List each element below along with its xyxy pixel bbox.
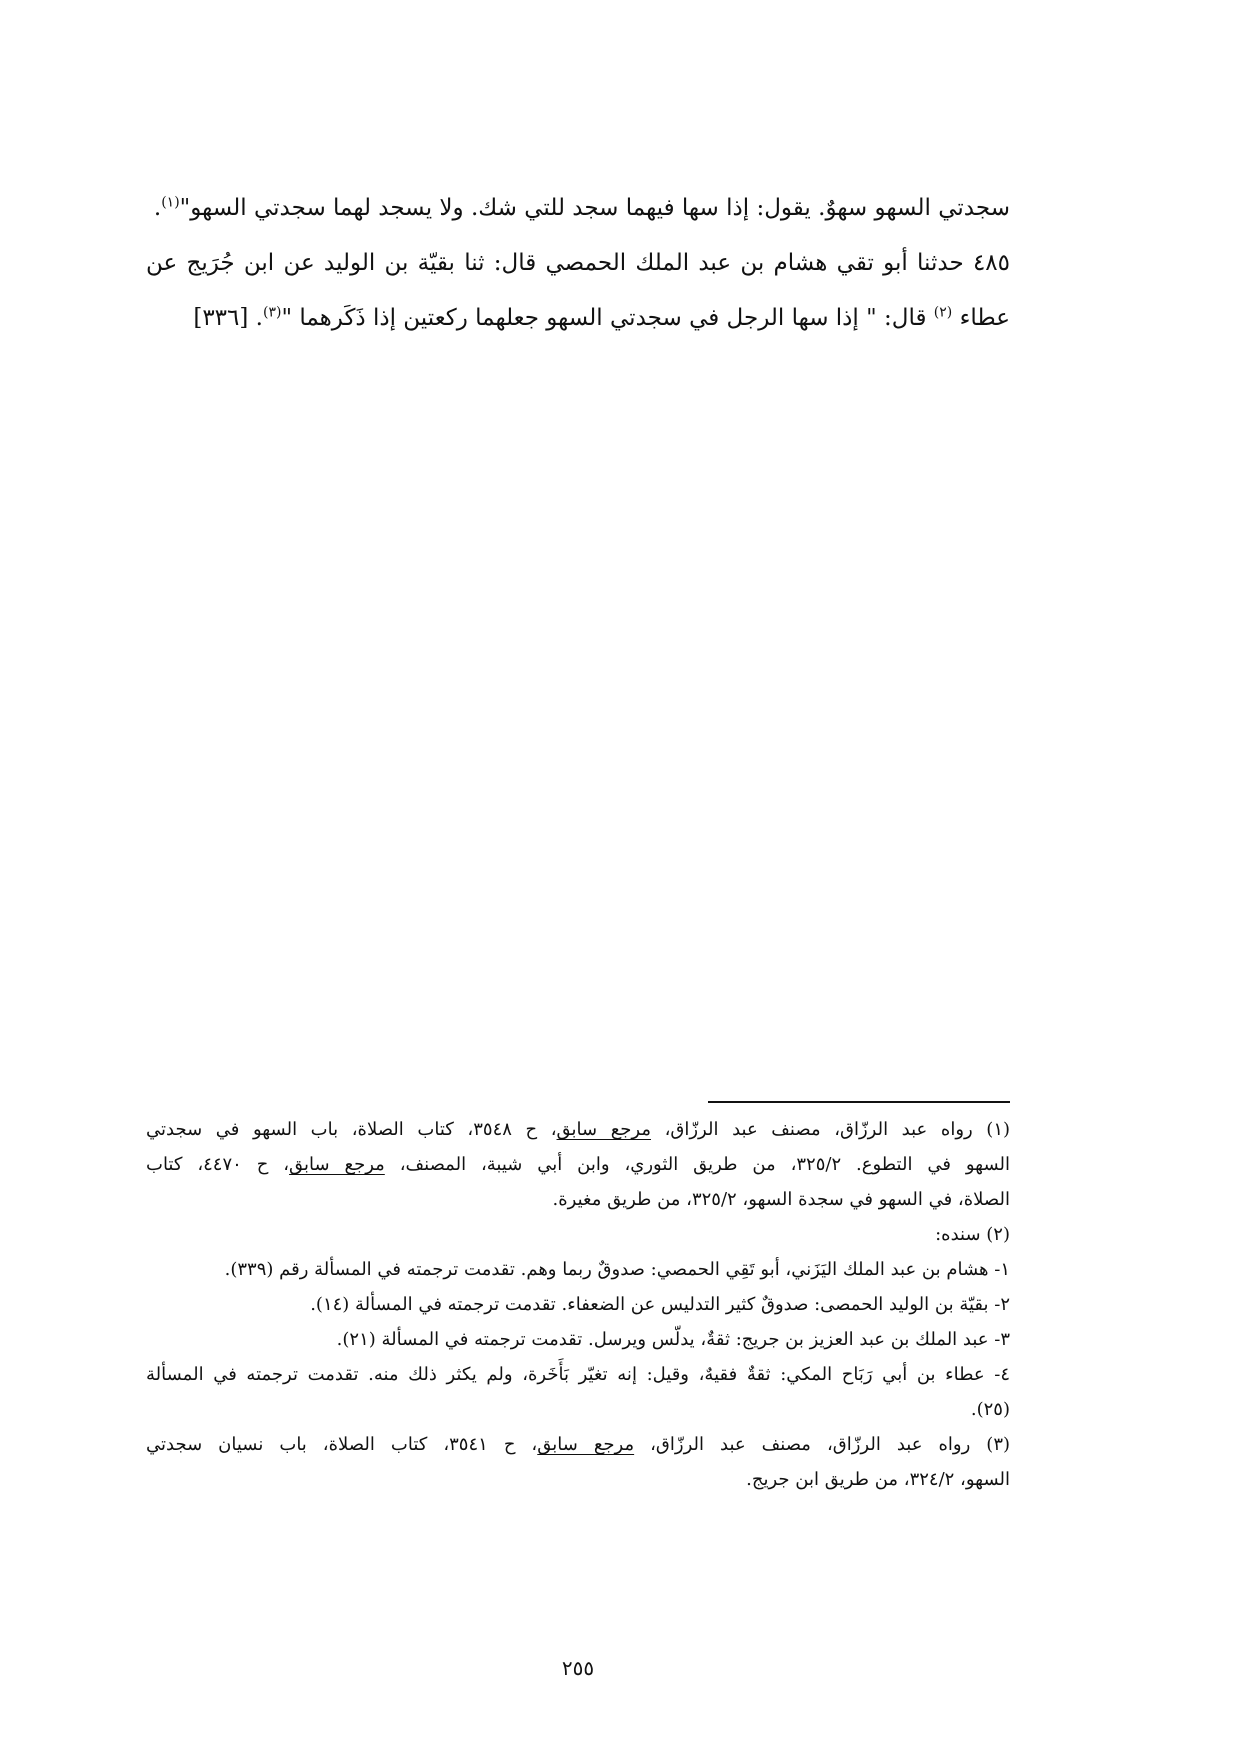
footnote-separator [708, 1101, 1010, 1103]
footnote-1-line-3: الصلاة، في السهو في سجدة السهو، ٣٢٥/٢، من طريق مغيرة. [552, 1189, 1010, 1210]
footnote-2-item-2: ٢- بقيّة بن الوليد الحمصى: صدوقٌ كثير التدليس عن الضعفاء. تقدمت ترجمته في المسألة (١٤). [310, 1294, 1010, 1315]
footnote-marker-3[interactable]: (٣) [262, 304, 282, 321]
body-line-3 [146, 296, 1010, 351]
document-page [146, 0, 1010, 1754]
footnote-marker-1[interactable]: (١) [161, 194, 180, 211]
body-line-1 [146, 186, 1010, 241]
body-line-3-part1: عطاء [952, 305, 1010, 331]
footnote-1-line-2 [146, 1150, 1010, 1185]
footnote-3-reference-link: مرجع سابق [537, 1434, 635, 1455]
footnote-2-item-1: ١- هشام بن عبد الملك اليَزَني، أبو تَقِي الحمصي: صدوقٌ ربما وهم. تقدمت ترجمته في المسألة رقم (٣٣٩). [224, 1259, 1010, 1280]
footnote-1-reference-link-2: مرجع سابق [289, 1154, 385, 1175]
main-text [146, 186, 1010, 351]
body-line-2 [146, 241, 1010, 296]
footnote-1-line-1-post: ، ح ٣٥٤٨، كتاب الصلاة، باب السهو في سجدتي [146, 1119, 557, 1140]
footnote-1-line-2-pre: السهو في التطوع. ٣٢٥/٢، من طريق الثوري، وابن أبي شيبة، المصنف، [384, 1154, 1011, 1175]
footnote-3-line-1 [146, 1430, 1010, 1465]
body-line-3-part2: قال: " إذا سها الرجل في سجدتي السهو جعلهما ركعتين إذا ذَكَرهما " [281, 305, 934, 331]
body-line-1-tail: . [153, 195, 162, 221]
footnote-2-heading: (٢) سنده: [935, 1224, 1010, 1245]
body-line-1-text: سجدتي السهو سهوٌ. يقول: إذا سها فيهما سجد للتي شك. ولا يسجد لهما سجدتي السهو" [179, 195, 1010, 221]
page-number: ٢٥٥ [561, 1656, 595, 1680]
footnote-3-line-2: السهو، ٣٢٤/٢، من طريق ابن جريج. [746, 1469, 1010, 1490]
body-line-3-part3: . [٣٣٦] [193, 305, 263, 331]
footnote-1-reference-link: مرجع سابق [556, 1119, 651, 1140]
footnote-1-line-1-pre: (١) رواه عبد الرزّاق، مصنف عبد الرزّاق، [651, 1119, 1011, 1140]
footnote-2-item-4-line-1: ٤- عطاء بن أبي رَبَاح المكي: ثقةٌ فقيهٌ، وقيل: إنه تغيّر بَأَخَرة، ولم يكثر ذلك منه. تقدمت ترجمته في المسألة [146, 1364, 1010, 1385]
footnote-1-line-1 [146, 1115, 1010, 1150]
footnote-2-item-4-line-2: (٢٥). [970, 1399, 1010, 1420]
footnote-1-line-2-post: ، ح ٤٤٧٠، كتاب [146, 1154, 290, 1175]
footnote-3-line-1-pre: (٣) رواه عبد الرزّاق، مصنف عبد الرزّاق، [634, 1434, 1011, 1455]
footnote-3-line-1-post: ، ح ٣٥٤١، كتاب الصلاة، باب نسيان سجدتي [146, 1434, 538, 1455]
footnote-marker-2[interactable]: (٢) [933, 304, 953, 321]
footnotes-section [146, 1115, 1010, 1500]
footnote-2-item-3: ٣- عبد الملك بن عبد العزيز بن جريج: ثقةٌ، يدلّس ويرسل. تقدمت ترجمته في المسألة (٢١). [336, 1329, 1010, 1350]
body-line-2-text: ٤٨٥ حدثنا أبو تقي هشام بن عبد الملك الحمصي قال: ثنا بقيّة بن الوليد عن ابن جُرَيج عن [146, 250, 1010, 276]
